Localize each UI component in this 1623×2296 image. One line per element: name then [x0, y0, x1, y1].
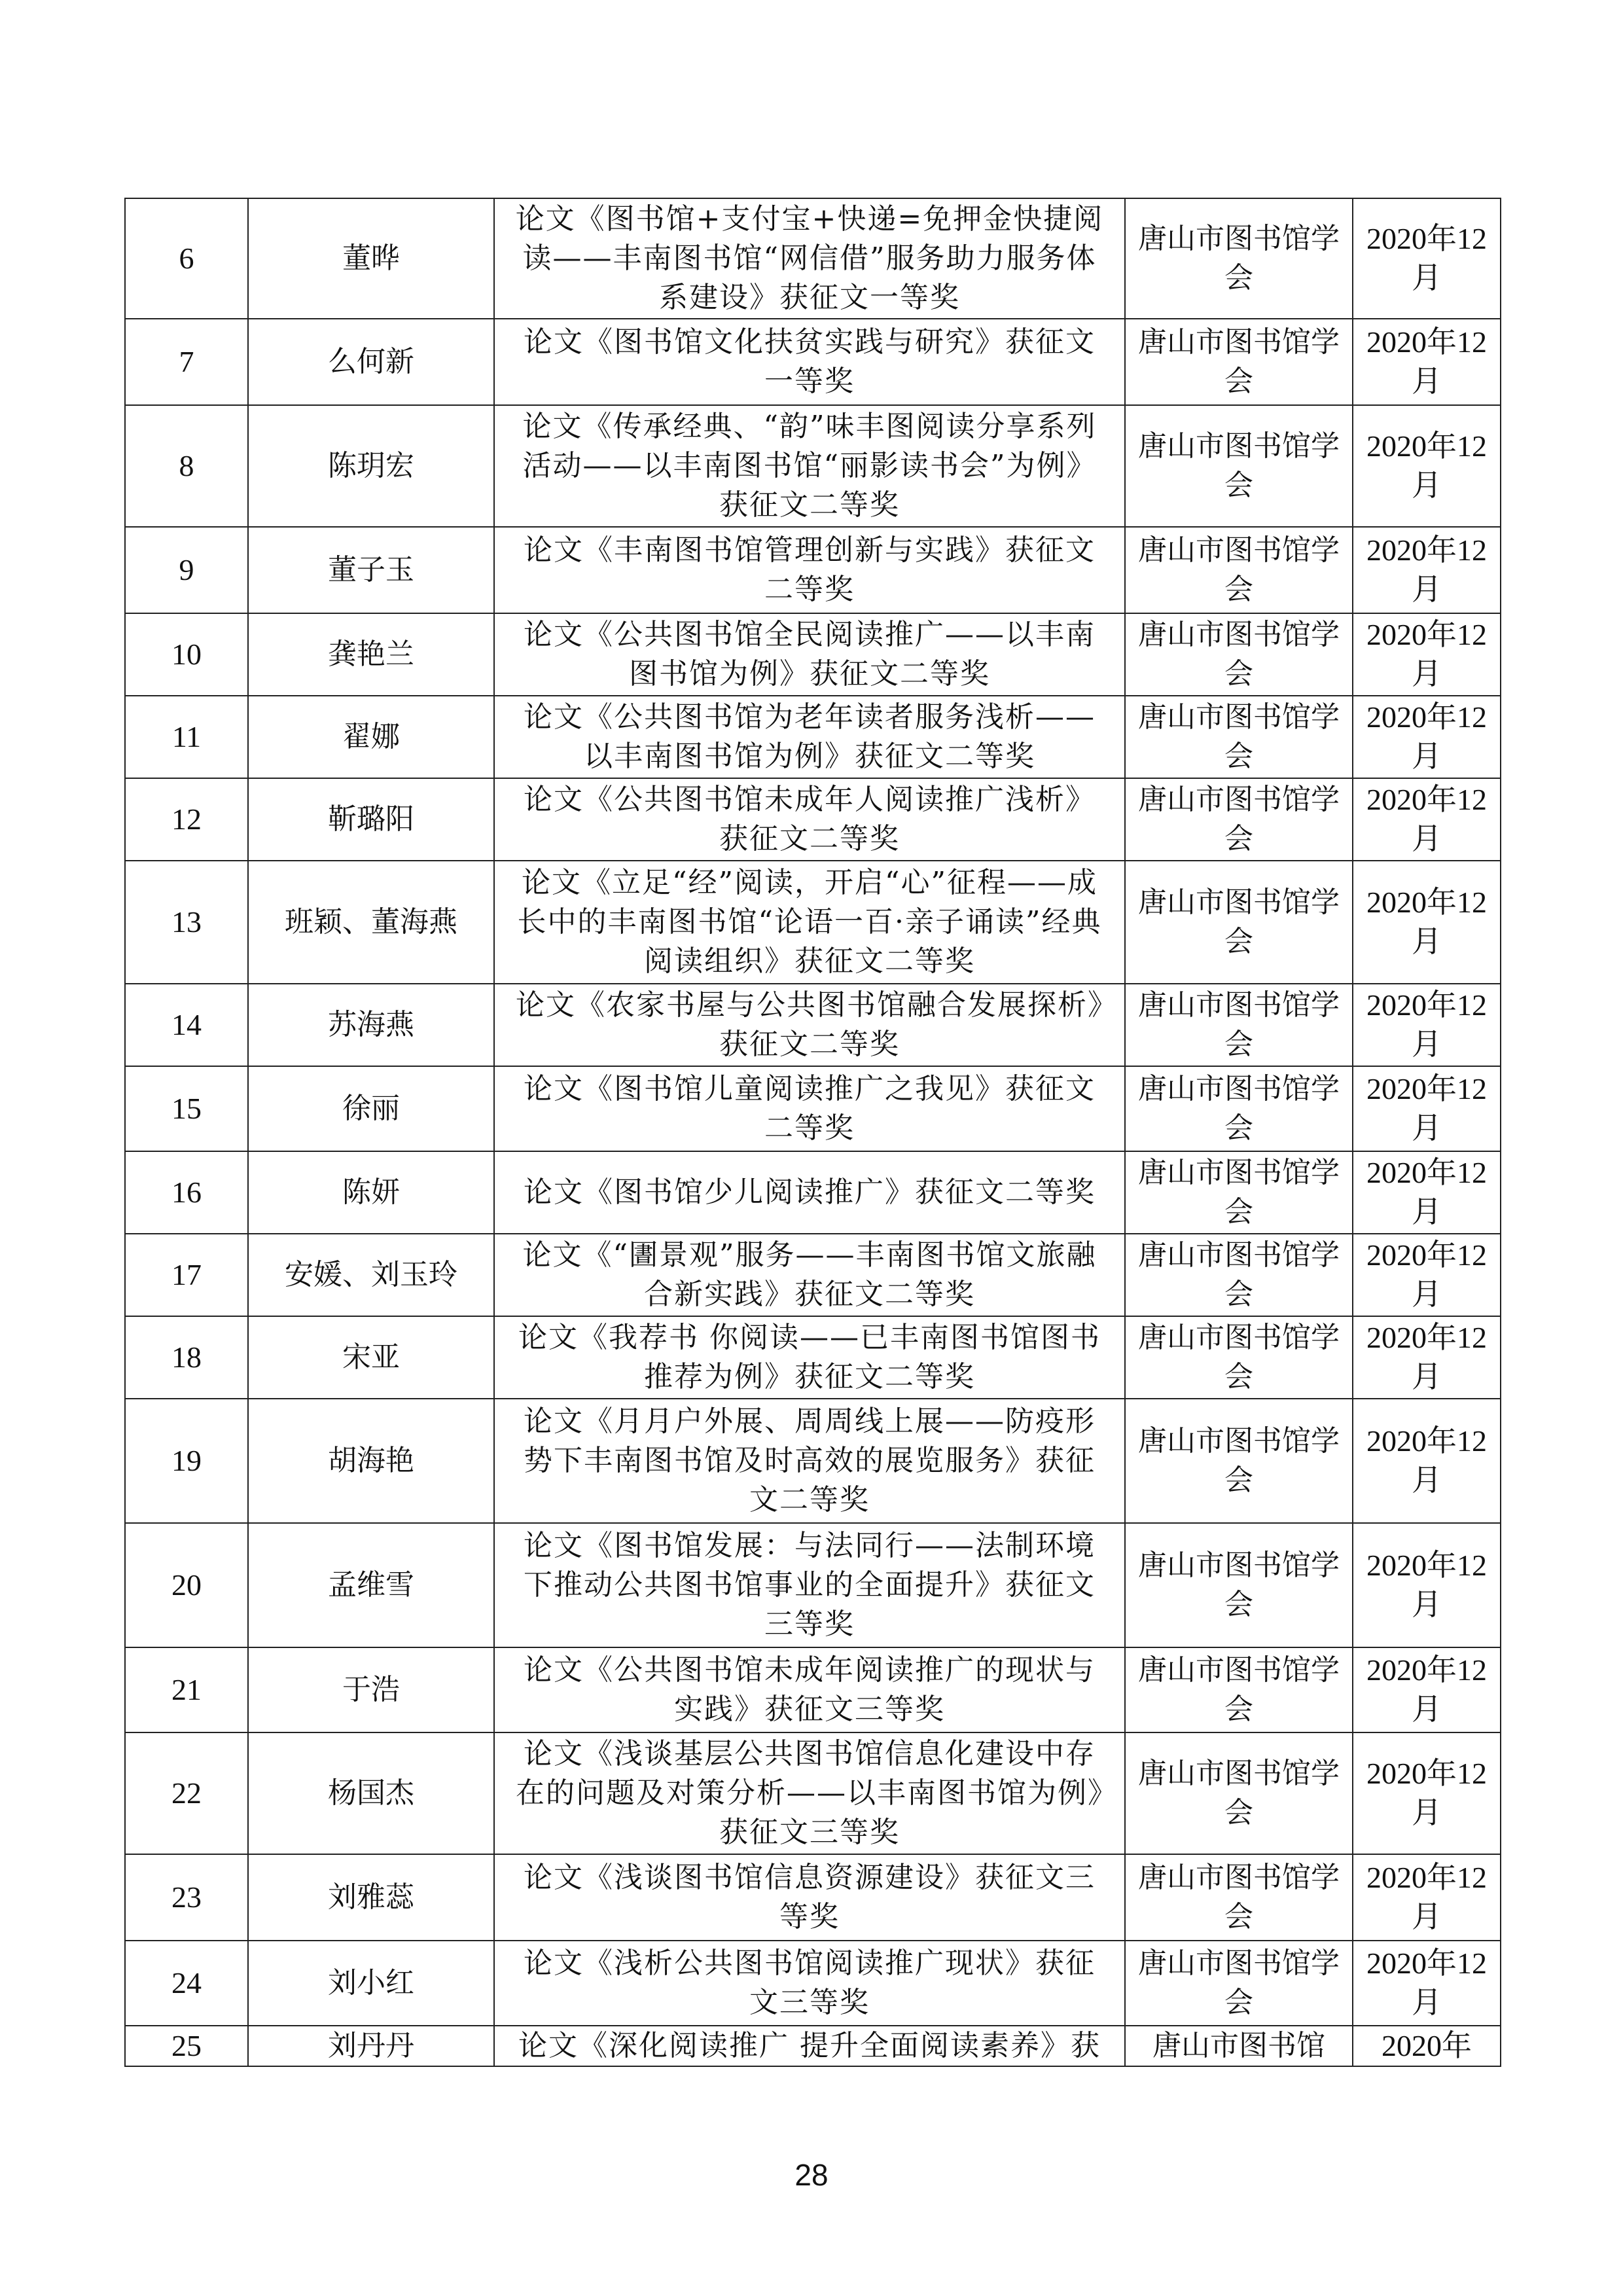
recipient-name-cell: 班颖、董海燕 — [248, 861, 494, 984]
recipient-name-cell: 孟维雪 — [248, 1523, 494, 1647]
table-row — [125, 778, 1501, 861]
award-description-cell: 论文《图书馆文化扶贫实践与研究》获征文一等奖 — [494, 319, 1125, 405]
row-number-cell: 22 — [125, 1732, 248, 1854]
recipient-name-cell: 靳璐阳 — [248, 778, 494, 861]
table-row — [125, 861, 1501, 984]
row-number-cell: 12 — [125, 778, 248, 861]
issuing-organization-cell: 唐山市图书馆学会 — [1125, 1941, 1353, 2026]
recipient-name-cell: 于浩 — [248, 1647, 494, 1732]
award-description-cell: 论文《浅谈图书馆信息资源建设》获征文三等奖 — [494, 1854, 1125, 1941]
award-date-cell: 2020年12月 — [1353, 1151, 1501, 1234]
table-row — [125, 1399, 1501, 1523]
awards-table-body — [125, 198, 1501, 2066]
recipient-name-cell: 胡海艳 — [248, 1399, 494, 1523]
award-description-cell: 论文《公共图书馆未成年阅读推广的现状与实践》获征文三等奖 — [494, 1647, 1125, 1732]
table-row — [125, 2026, 1501, 2066]
award-date-cell: 2020年12月 — [1353, 1234, 1501, 1316]
table-row — [125, 1316, 1501, 1399]
recipient-name-cell: 刘小红 — [248, 1941, 494, 2026]
award-date-cell: 2020年12月 — [1353, 1399, 1501, 1523]
award-date-cell: 2020年12月 — [1353, 984, 1501, 1066]
row-number-cell: 18 — [125, 1316, 248, 1399]
award-description-cell: 论文《浅谈基层公共图书馆信息化建设中存在的问题及对策分析——以丰南图书馆为例》获征文三等奖 — [494, 1732, 1125, 1854]
row-number-cell: 9 — [125, 527, 248, 613]
award-date-cell: 2020年12月 — [1353, 1732, 1501, 1854]
table-row — [125, 696, 1501, 778]
row-number-cell: 14 — [125, 984, 248, 1066]
issuing-organization-cell: 唐山市图书馆学会 — [1125, 1523, 1353, 1647]
issuing-organization-cell: 唐山市图书馆学会 — [1125, 861, 1353, 984]
award-date-cell: 2020年 — [1353, 2026, 1501, 2066]
row-number-cell: 17 — [125, 1234, 248, 1316]
table-row — [125, 1066, 1501, 1151]
table-row — [125, 1523, 1501, 1647]
award-description-cell: 论文《公共图书馆未成年人阅读推广浅析》获征文二等奖 — [494, 778, 1125, 861]
award-description-cell: 论文《公共图书馆全民阅读推广——以丰南图书馆为例》获征文二等奖 — [494, 613, 1125, 696]
table-row — [125, 1647, 1501, 1732]
page-number: 28 — [794, 2158, 829, 2192]
issuing-organization-cell: 唐山市图书馆学会 — [1125, 1854, 1353, 1941]
award-description-cell: 论文《传承经典、“韵”味丰图阅读分享系列活动——以丰南图书馆“丽影读书会”为例》获征文二等奖 — [494, 405, 1125, 527]
table-row — [125, 1732, 1501, 1854]
table-row — [125, 1854, 1501, 1941]
row-number-cell: 8 — [125, 405, 248, 527]
issuing-organization-cell: 唐山市图书馆学会 — [1125, 527, 1353, 613]
award-description-cell: 论文《图书馆+支付宝+快递=免押金快捷阅读——丰南图书馆“网信借”服务助力服务体系建设》获征文一等奖 — [494, 198, 1125, 319]
award-date-cell: 2020年12月 — [1353, 613, 1501, 696]
row-number-cell: 7 — [125, 319, 248, 405]
table-row — [125, 1234, 1501, 1316]
issuing-organization-cell: 唐山市图书馆学会 — [1125, 198, 1353, 319]
table-row — [125, 319, 1501, 405]
recipient-name-cell: 董子玉 — [248, 527, 494, 613]
recipient-name-cell: 杨国杰 — [248, 1732, 494, 1854]
award-date-cell: 2020年12月 — [1353, 861, 1501, 984]
awards-table — [124, 198, 1501, 2067]
issuing-organization-cell: 唐山市图书馆学会 — [1125, 1647, 1353, 1732]
award-date-cell: 2020年12月 — [1353, 527, 1501, 613]
issuing-organization-cell: 唐山市图书馆学会 — [1125, 1066, 1353, 1151]
recipient-name-cell: 龚艳兰 — [248, 613, 494, 696]
award-description-cell: 论文《丰南图书馆管理创新与实践》获征文二等奖 — [494, 527, 1125, 613]
row-number-cell: 6 — [125, 198, 248, 319]
row-number-cell: 21 — [125, 1647, 248, 1732]
issuing-organization-cell: 唐山市图书馆学会 — [1125, 778, 1353, 861]
award-description-cell: 论文《公共图书馆为老年读者服务浅析——以丰南图书馆为例》获征文二等奖 — [494, 696, 1125, 778]
issuing-organization-cell: 唐山市图书馆学会 — [1125, 1151, 1353, 1234]
table-row — [125, 405, 1501, 527]
row-number-cell: 11 — [125, 696, 248, 778]
row-number-cell: 19 — [125, 1399, 248, 1523]
award-description-cell: 论文《图书馆儿童阅读推广之我见》获征文二等奖 — [494, 1066, 1125, 1151]
award-date-cell: 2020年12月 — [1353, 1941, 1501, 2026]
issuing-organization-cell: 唐山市图书馆学会 — [1125, 613, 1353, 696]
recipient-name-cell: 陈玥宏 — [248, 405, 494, 527]
award-description-cell: 论文《浅析公共图书馆阅读推广现状》获征文三等奖 — [494, 1941, 1125, 2026]
recipient-name-cell: 翟娜 — [248, 696, 494, 778]
issuing-organization-cell: 唐山市图书馆学会 — [1125, 405, 1353, 527]
row-number-cell: 23 — [125, 1854, 248, 1941]
recipient-name-cell: 么何新 — [248, 319, 494, 405]
award-date-cell: 2020年12月 — [1353, 696, 1501, 778]
issuing-organization-cell: 唐山市图书馆学会 — [1125, 1316, 1353, 1399]
award-date-cell: 2020年12月 — [1353, 1523, 1501, 1647]
issuing-organization-cell: 唐山市图书馆学会 — [1125, 1399, 1353, 1523]
award-date-cell: 2020年12月 — [1353, 1854, 1501, 1941]
award-description-cell: 论文《农家书屋与公共图书馆融合发展探析》获征文二等奖 — [494, 984, 1125, 1066]
table-row — [125, 984, 1501, 1066]
award-description-cell: 论文《图书馆发展：与法同行——法制环境下推动公共图书馆事业的全面提升》获征文三等奖 — [494, 1523, 1125, 1647]
recipient-name-cell: 董晔 — [248, 198, 494, 319]
issuing-organization-cell: 唐山市图书馆学会 — [1125, 1732, 1353, 1854]
award-date-cell: 2020年12月 — [1353, 319, 1501, 405]
award-description-cell: 论文《我荐书 你阅读——已丰南图书馆图书推荐为例》获征文二等奖 — [494, 1316, 1125, 1399]
award-date-cell: 2020年12月 — [1353, 198, 1501, 319]
row-number-cell: 16 — [125, 1151, 248, 1234]
issuing-organization-cell: 唐山市图书馆学会 — [1125, 696, 1353, 778]
row-number-cell: 25 — [125, 2026, 248, 2066]
table-row — [125, 1151, 1501, 1234]
row-number-cell: 15 — [125, 1066, 248, 1151]
recipient-name-cell: 安媛、刘玉玲 — [248, 1234, 494, 1316]
award-description-cell: 论文《月月户外展、周周线上展——防疫形势下丰南图书馆及时高效的展览服务》获征文二等奖 — [494, 1399, 1125, 1523]
table-row — [125, 1941, 1501, 2026]
recipient-name-cell: 宋亚 — [248, 1316, 494, 1399]
award-description-cell: 论文《图书馆少儿阅读推广》获征文二等奖 — [494, 1151, 1125, 1234]
award-date-cell: 2020年12月 — [1353, 405, 1501, 527]
row-number-cell: 13 — [125, 861, 248, 984]
recipient-name-cell: 刘雅蕊 — [248, 1854, 494, 1941]
table-row — [125, 527, 1501, 613]
award-date-cell: 2020年12月 — [1353, 1316, 1501, 1399]
award-description-cell: 论文《立足“经”阅读，开启“心”征程——成长中的丰南图书馆“论语一百·亲子诵读”经典阅读组织》获征文二等奖 — [494, 861, 1125, 984]
award-date-cell: 2020年12月 — [1353, 1647, 1501, 1732]
issuing-organization-cell: 唐山市图书馆学会 — [1125, 1234, 1353, 1316]
award-description-cell: 论文《深化阅读推广 提升全面阅读素养》获 — [494, 2026, 1125, 2066]
row-number-cell: 24 — [125, 1941, 248, 2026]
award-date-cell: 2020年12月 — [1353, 1066, 1501, 1151]
issuing-organization-cell: 唐山市图书馆学会 — [1125, 319, 1353, 405]
recipient-name-cell: 陈妍 — [248, 1151, 494, 1234]
recipient-name-cell: 刘丹丹 — [248, 2026, 494, 2066]
recipient-name-cell: 苏海燕 — [248, 984, 494, 1066]
row-number-cell: 10 — [125, 613, 248, 696]
table-row — [125, 198, 1501, 319]
issuing-organization-cell: 唐山市图书馆学会 — [1125, 984, 1353, 1066]
row-number-cell: 20 — [125, 1523, 248, 1647]
table-row — [125, 613, 1501, 696]
award-date-cell: 2020年12月 — [1353, 778, 1501, 861]
recipient-name-cell: 徐丽 — [248, 1066, 494, 1151]
award-description-cell: 论文《“圕景观”服务——丰南图书馆文旅融合新实践》获征文二等奖 — [494, 1234, 1125, 1316]
issuing-organization-cell: 唐山市图书馆 — [1125, 2026, 1353, 2066]
